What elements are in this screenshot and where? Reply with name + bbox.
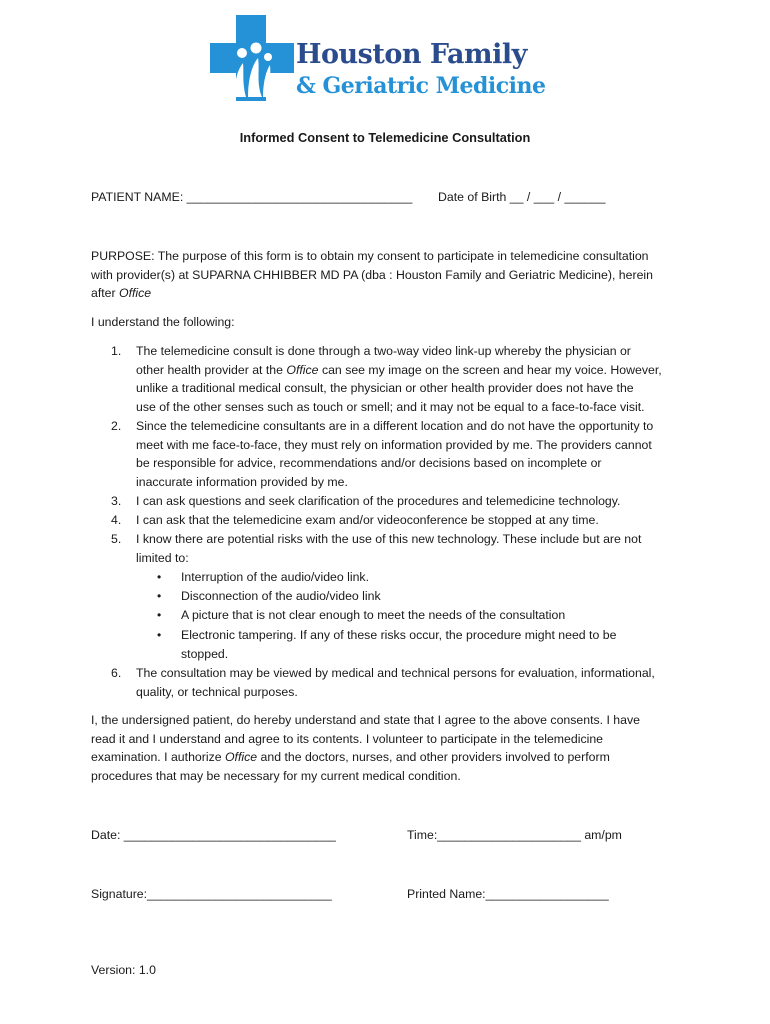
bullet-item: Disconnection of the audio/video link — [181, 589, 381, 603]
understand-heading: I understand the following: — [91, 315, 235, 329]
list-number: 1. — [111, 344, 122, 358]
medical-cross-family-icon — [208, 13, 298, 103]
list-number: 3. — [111, 494, 122, 508]
printed-name-field[interactable]: Printed Name:__________________ — [407, 887, 609, 901]
bullet-icon: • — [157, 570, 162, 584]
bullet-item: Interruption of the audio/video link. — [181, 570, 369, 584]
patient-name-field[interactable]: PATIENT NAME: _________________________________ — [91, 190, 413, 204]
consent-paragraph: I, the undersigned patient, do hereby understand and state that I agree to the above consents. I have read it and I understand and agree to its contents. I volunteer to participate in the telemedicine examination. I authorize Office and the doctors, nurses, and other providers involved to perform procedures that may be necessary for my current medical condition. — [91, 713, 640, 783]
bullet-icon: • — [157, 589, 162, 603]
bullet-item: A picture that is not clear enough to meet the needs of the consultation — [181, 608, 566, 622]
form-title: Informed Consent to Telemedicine Consultation — [239, 130, 531, 145]
list-item: I can ask questions and seek clarification of the procedures and telemedicine technology. — [136, 494, 621, 508]
logo-text-line2: & Geriatric Medicine — [296, 73, 546, 99]
purpose-line: PURPOSE: The purpose of this form is to obtain my consent to participate in telemedicine consultation — [91, 249, 649, 263]
bullet-item: Electronic tampering. If any of these risks occur, the procedure might need to be stopped. — [181, 628, 617, 661]
date-of-birth-field[interactable]: Date of Birth __ / ___ / ______ — [438, 190, 606, 204]
list-item: Since the telemedicine consultants are in a different location and do not have the opportunity to meet with me face-to-face, they must rely on information provided by me. The providers cannot be responsible for advice, recommendations and/or decisions based on incomplete or inaccurate information provided by me. — [136, 419, 654, 490]
date-field[interactable]: Date: _______________________________ — [91, 828, 336, 842]
version-label: Version: 1.0 — [91, 963, 156, 977]
list-number: 2. — [111, 419, 122, 433]
clinic-logo — [208, 13, 564, 103]
logo-text-line1: Houston Family — [296, 39, 527, 70]
list-item: The telemedicine consult is done through a two-way video link-up whereby the physician or other health provider at the Office can see my image on the screen and hear my voice. However, unlike a traditional medical consult, the physician or other health provider does not have the use of the other senses such as touch or smell; and it may not be equal to a face-to-face visit. — [136, 344, 662, 415]
bullet-icon: • — [157, 628, 162, 642]
purpose-line: after Office — [91, 286, 152, 301]
list-number: 4. — [111, 513, 122, 527]
bullet-icon: • — [157, 608, 162, 622]
list-item: I can ask that the telemedicine exam and/or videoconference be stopped at any time. — [136, 513, 599, 527]
list-item: I know there are potential risks with the use of this new technology. These include but are not limited to: — [136, 532, 642, 565]
purpose-paragraph — [91, 247, 691, 303]
purpose-line: with provider(s) at SUPARNA CHHIBBER MD PA (dba : Houston Family and Geriatric Medicine), herein — [91, 267, 653, 282]
list-number: 6. — [111, 666, 122, 680]
time-field[interactable]: Time:_____________________ am/pm — [407, 828, 622, 842]
list-item: The consultation may be viewed by medical and technical persons for evaluation, informational, quality, or technical purposes. — [136, 666, 655, 699]
signature-field[interactable]: Signature:___________________________ — [91, 887, 332, 901]
list-number: 5. — [111, 532, 122, 546]
